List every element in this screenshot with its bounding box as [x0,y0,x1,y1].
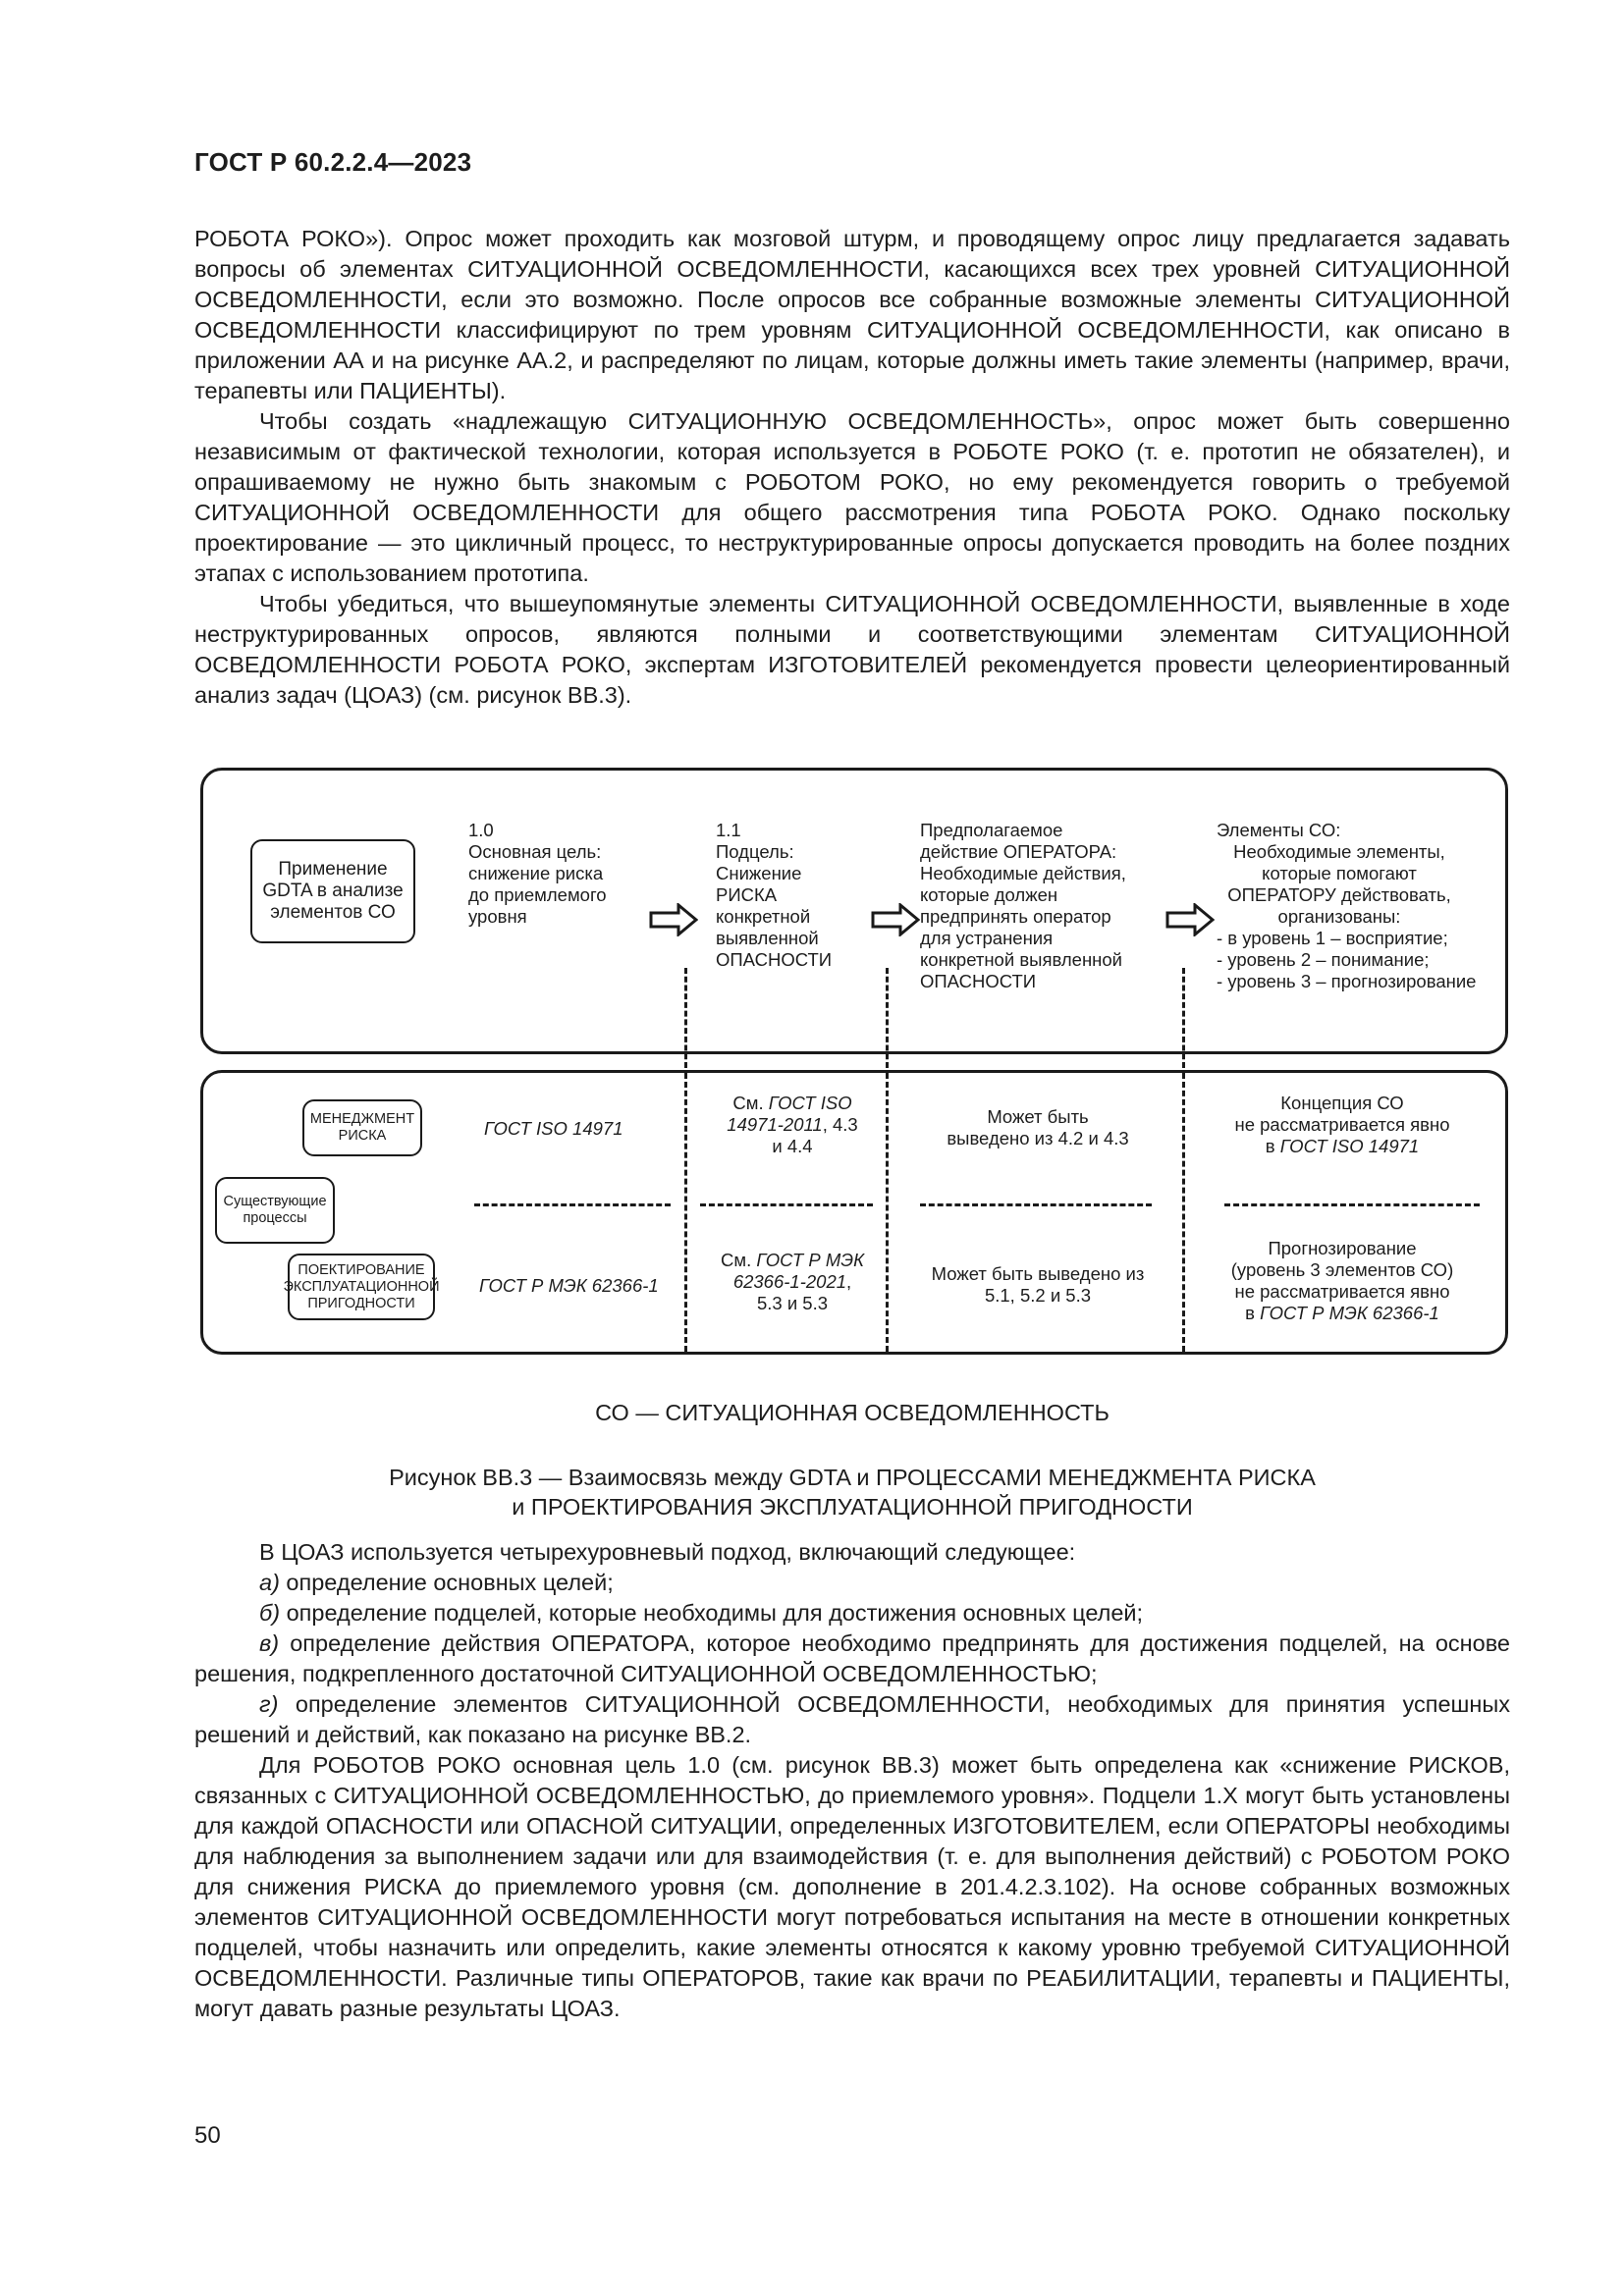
usability-engineering-label: ПОЕКТИРОВАНИЕ ЭКСПЛУАТАЦИОННОЙ ПРИГОДНОСТИ [283,1261,440,1311]
risk-management-box [302,1099,422,1156]
usability-sa-reference: Прогнозирование (уровень 3 элементов СО) не рассматривается явно в ГОСТ Р МЭК 62366-1 [1230,1238,1454,1323]
sa-elements-levels: - в уровень 1 – восприятие; - уровень 2 – понимание; - уровень 3 – прогнозирование [1217,928,1477,991]
separator-line [700,1203,873,1206]
gdta-box-label: Применение GDTA в анализе элементов СО [262,859,404,923]
risk-standard: ГОСТ ISO 14971 [484,1118,623,1139]
figure-legend-note: СО — СИТУАЦИОННАЯ ОСВЕДОМЛЕННОСТЬ [595,1400,1110,1425]
risk-subgoal-reference: См. ГОСТ ISO 14971-2011, 4.3 и 4.4 [727,1093,858,1156]
figure-top-panel [200,768,1508,1054]
page-number: 50 [194,2122,221,2149]
subgoal-column: 1.1 Подцель: Снижение РИСКА конкретной выявленной ОПАСНОСТИ [716,820,833,970]
separator-line [474,1203,671,1206]
document-header: ГОСТ Р 60.2.2.4—2023 [194,147,472,177]
separator-line [1224,1203,1480,1206]
existing-processes-label: Существующие процессы [223,1194,327,1226]
paragraph: Чтобы создать «надлежащую СИТУАЦИОННУЮ ОСВЕДОМЛЕННОСТЬ», опрос может быть совершенно независимым от фактической технологии, которая используется в РОБОТЕ РОКО (т. е. прототип не обязателен), и опрашиваемому не нужно быть знакомым с РОБОТОМ РОКО, но ему рекомендуется говорить о требуемой СИТУАЦИОННОЙ ОСВЕДОМЛЕННОСТИ для общего рассмотрения типа РОБОТА РОКО. Однако поскольку проектирование — это цикличный процесс, то неструктурированные опросы допускается проводить на более поздних этапах с использованием прототипа. [194,408,1510,586]
divider-line [1182,968,1185,1068]
goal-column: 1.0 Основная цель: снижение риска до приемлемого уровня [468,820,607,927]
usability-action-reference: Может быть выведено из 5.1, 5.2 и 5.3 [931,1263,1145,1306]
figure-caption-line-2: и ПРОЕКТИРОВАНИЯ ЭКСПЛУАТАЦИОННОЙ ПРИГОДНОСТИ [512,1494,1193,1520]
list-item: г) определение элементов СИТУАЦИОННОЙ ОСВЕДОМЛЕННОСТИ, необходимых для принятия успешных решений и действий, как показано на рисунке ВВ.2. [194,1691,1510,1747]
paragraph: Чтобы убедиться, что вышеупомянутые элементы СИТУАЦИОННОЙ ОСВЕДОМЛЕННОСТИ, выявленные в ходе неструктурированных опросов, являются полными и соответствующими элементам СИТУАЦИОННОЙ ОСВЕДОМЛЕННОСТИ РОБОТА РОКО, экспертам ИЗГОТОВИТЕЛЕЙ рекомендуется провести целеориентированный анализ задач (ЦОАЗ) (см. рисунок ВВ.3). [194,591,1510,708]
operator-action-column: Предполагаемое действие ОПЕРАТОРА: Необходимые действия, которые должен предпринять оператор для устранения конкретной выявленной ОПАСНОСТИ [920,820,1126,991]
arrow-icon [1165,903,1215,936]
paragraph: РОБОТА РОКО»). Опрос может проходить как мозговой штурм, и проводящему опрос лицу предлагается задавать вопросы об элементах СИТУАЦИОННОЙ ОСВЕДОМЛЕННОСТИ, касающихся всех трех уровней СИТУАЦИОННОЙ ОСВЕДОМЛЕННОСТИ, если это возможно. После опросов все собранные возможные элементы СИТУАЦИОННОЙ ОСВЕДОМЛЕННОСТИ классифицируют по трем уровням СИТУАЦИОННОЙ ОСВЕДОМЛЕННОСТИ, как описано в приложении АА и на рисунке АА.2, и распределяют по лицам, которые должны иметь такие элементы (например, врачи, терапевты или ПАЦИЕНТЫ). [194,226,1510,403]
separator-line [920,1203,1152,1206]
list-item: б) определение подцелей, которые необходимы для достижения основных целей; [259,1600,1144,1626]
arrow-icon [649,903,698,936]
risk-action-reference: Может быть выведено из 4.2 и 4.3 [947,1106,1129,1148]
usability-standard: ГОСТ Р МЭК 62366-1 [479,1275,659,1296]
gdta-box [250,839,415,943]
list-item: в) определение действия ОПЕРАТОРА, которое необходимо предпринять для достижения подцелей, на основе решения, подкрепленного достаточной СИТУАЦИОННОЙ ОСВЕДОМЛЕННОСТЬЮ; [194,1630,1510,1686]
existing-processes-box [215,1177,335,1244]
arrow-icon [871,903,920,936]
figure-caption-line-1: Рисунок ВВ.3 — Взаимосвязь между GDTA и ПРОЦЕССАМИ МЕНЕДЖМЕНТА РИСКА [389,1465,1316,1490]
divider-line [1182,1073,1185,1352]
paragraph: В ЦОАЗ используется четырехуровневый подход, включающий следующее: [259,1539,1076,1565]
body-text-top [194,224,1510,711]
usability-subgoal-reference: См. ГОСТ Р МЭК 62366-1-2021, 5.3 и 5.3 [720,1250,864,1313]
divider-line [684,968,687,1068]
risk-management-label: МЕНЕДЖМЕНТ РИСКА [309,1111,415,1144]
risk-sa-reference: Концепция СО не рассматривается явно в ГОСТ ISO 14971 [1234,1093,1450,1156]
usability-engineering-box [283,1254,440,1320]
body-text-bottom [194,1537,1510,2024]
figure-bottom-panel [200,1070,1508,1355]
paragraph: Для РОБОТОВ РОКО основная цель 1.0 (см. рисунок ВВ.3) может быть определена как «снижение РИСКОВ, связанных с СИТУАЦИОННОЙ ОСВЕДОМЛЕННОСТЬЮ, до приемлемого уровня». Подцели 1.X могут быть установлены для каждой ОПАСНОСТИ или ОПАСНОЙ СИТУАЦИИ, определенных ИЗГОТОВИТЕЛЕМ, если ОПЕРАТОРЫ необходимы для наблюдения за выполнением задачи или для взаимодействия (т. е. для выполнения действий) с РОБОТОМ РОКО для снижения РИСКА до приемлемого уровня (см. дополнение в 201.4.2.3.102). На основе собранных возможных элементов СИТУАЦИОННОЙ ОСВЕДОМЛЕННОСТИ могут потребоваться испытания на месте в отношении конкретных подцелей, чтобы назначить или определить, какие элементы относятся к какому уровню требуемой СИТУАЦИОННОЙ ОСВЕДОМЛЕННОСТИ. Различные типы ОПЕРАТОРОВ, такие как врачи по РЕАБИЛИТАЦИИ, терапевты и ПАЦИЕНТЫ, могут давать разные результаты ЦОАЗ. [194,1752,1510,2021]
divider-line [684,1073,687,1352]
divider-line [886,1073,889,1352]
sa-elements-title: Элементы СО: [1217,820,1341,840]
divider-line [886,968,889,1068]
list-item: а) определение основных целей; [259,1570,614,1595]
sa-elements-description: Необходимые элементы, которые помогают ОПЕРАТОРУ действовать, организованы: [1227,841,1451,927]
